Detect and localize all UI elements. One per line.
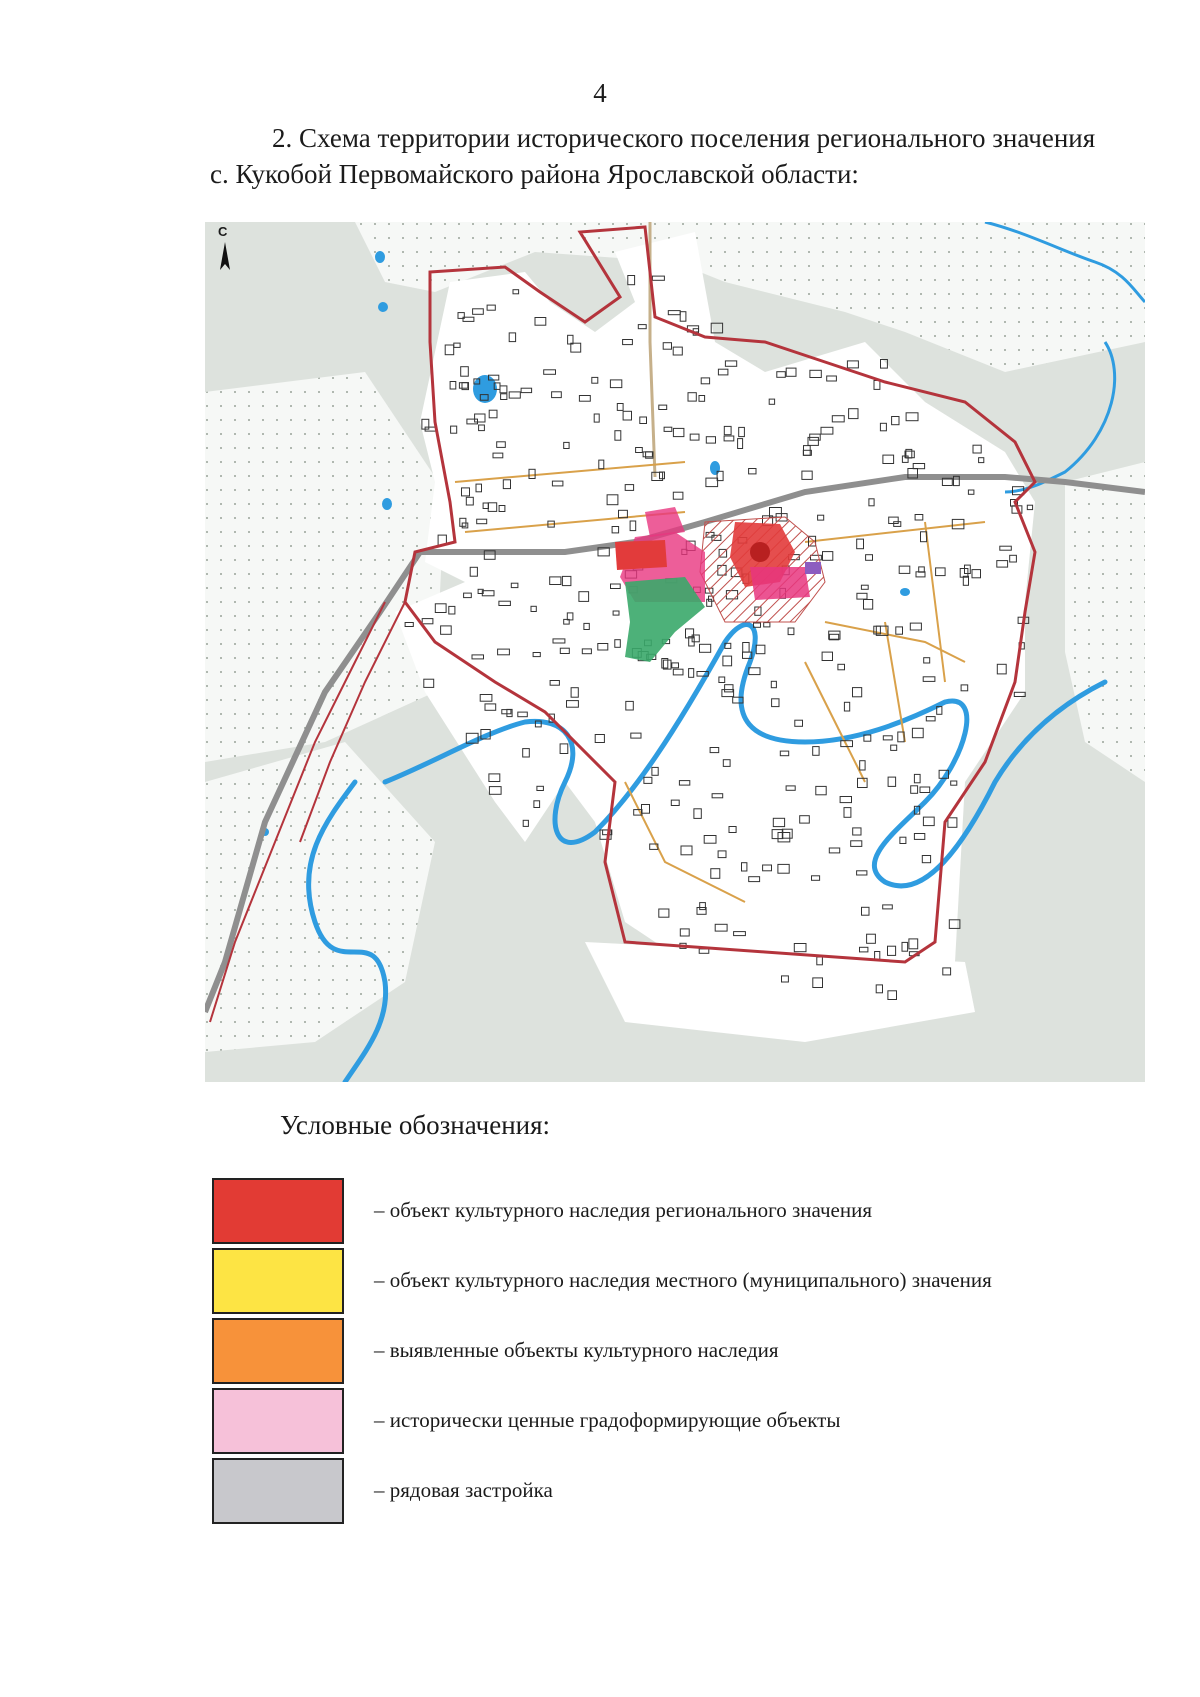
north-label: С — [218, 224, 228, 239]
document-heading — [210, 120, 1150, 192]
settlement-map — [205, 222, 1145, 1082]
map-canvas — [205, 222, 1145, 1082]
legend-label: – рядовая застройка — [374, 1478, 553, 1502]
legend-label: – объект культурного наследия регионального значения — [374, 1198, 872, 1222]
north-arrow-icon — [215, 242, 235, 272]
legend-swatch — [212, 1318, 344, 1384]
legend-swatch — [212, 1458, 344, 1524]
heading-line-1: 2. Схема территории исторического поселения регионального значения — [272, 123, 1096, 153]
pond — [900, 588, 910, 596]
legend-item — [212, 1248, 1112, 1318]
legend-item — [212, 1388, 1112, 1458]
legend-item — [212, 1458, 1112, 1528]
legend-label: – исторически ценные градоформирующие объекты — [374, 1408, 841, 1432]
legend-item — [212, 1178, 1112, 1248]
heading-line-2: с. Кукобой Первомайского района Ярославской области: — [210, 159, 859, 189]
page-number: 4 — [593, 78, 607, 108]
legend-label: – выявленные объекты культурного наследия — [374, 1338, 779, 1362]
heritage-church-marker — [750, 542, 770, 562]
pond — [710, 461, 720, 475]
pond — [375, 251, 385, 263]
heritage-purple-block — [805, 562, 821, 574]
legend-swatch — [212, 1388, 344, 1454]
north-arrow — [215, 224, 235, 272]
pond — [378, 302, 388, 312]
pond — [382, 498, 392, 510]
legend-swatch — [212, 1248, 344, 1314]
heritage-pink-east — [750, 567, 810, 600]
heritage-red-block — [615, 540, 667, 570]
legend-item — [212, 1318, 1112, 1388]
legend-title: Условные обозначения: — [280, 1110, 551, 1140]
legend-swatch — [212, 1178, 344, 1244]
legend-label: – объект культурного наследия местного (муниципального) значения — [374, 1268, 992, 1292]
